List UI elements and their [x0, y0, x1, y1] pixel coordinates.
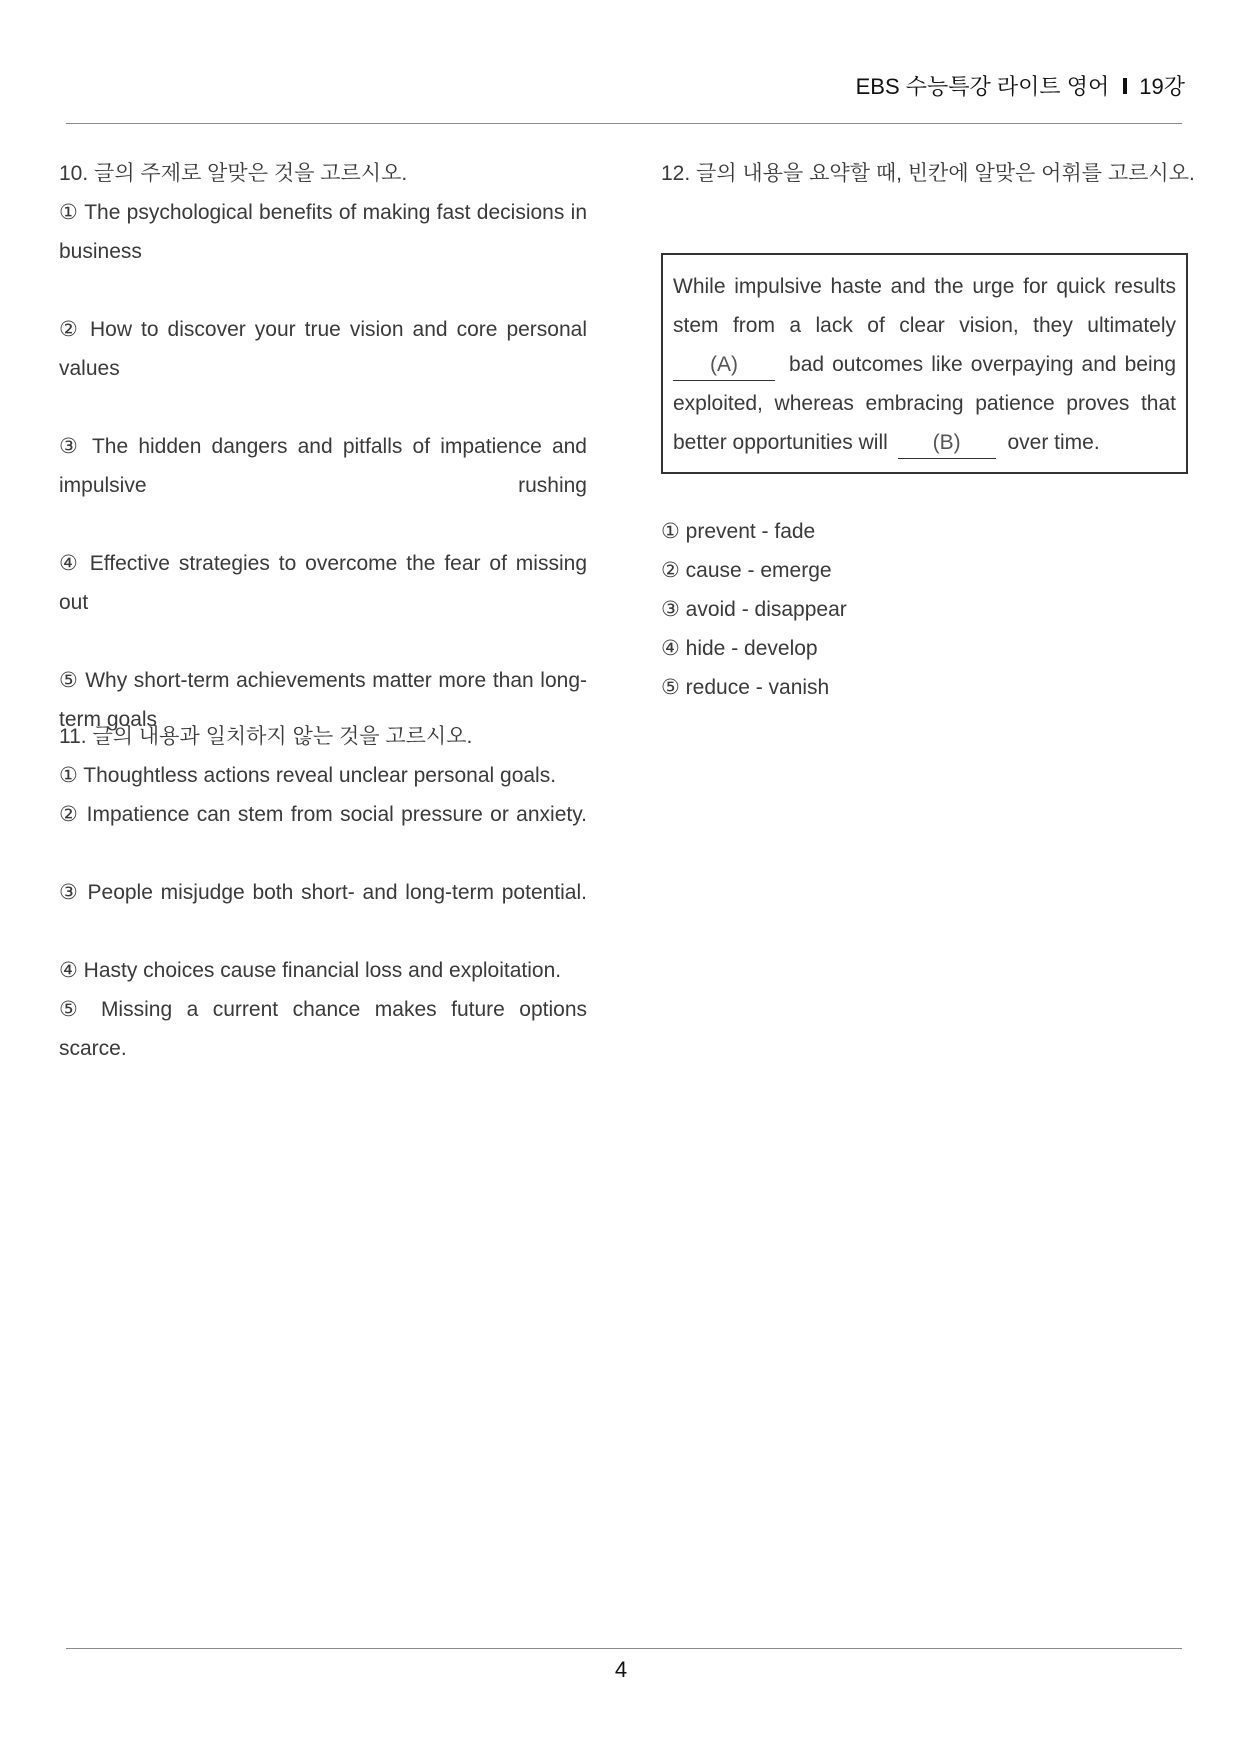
question-12-option-2: ② cause - emerge [661, 559, 832, 582]
question-11-option-4: ④ Hasty choices cause financial loss and exploitation. [59, 959, 562, 982]
question-12-option-1: ① prevent - fade [661, 520, 816, 543]
footer-divider [66, 1648, 1182, 1649]
summary-box [661, 253, 1188, 474]
question-12-option-3: ③ avoid - disappear [661, 598, 847, 621]
question-10 [59, 154, 587, 739]
question-11-title: 11. 글의 내용과 일치하지 않는 것을 고르시오. [59, 725, 473, 748]
question-11-option-3: ③ People misjudge both short- and long-term potential. [59, 881, 587, 904]
question-11-option-5: ⑤ Missing a current chance makes future options scarce. [59, 998, 587, 1060]
question-10-title: 10. 글의 주제로 알맞은 것을 고르시오. [59, 162, 408, 185]
summary-text-part-3: over time. [1007, 431, 1100, 454]
header-divider [66, 123, 1182, 124]
question-10-option-1: ① The psychological benefits of making fast decisions in business [59, 201, 587, 263]
summary-text-part-2: bad outcomes like overpaying and being exploited, whereas embracing patience proves that better opportunities will [673, 353, 1176, 454]
question-10-option-2: ② How to discover your true vision and core personal values [59, 318, 587, 380]
question-12-title: 12. 글의 내용을 요약할 때, 빈칸에 알맞은 어휘를 고르시오. [661, 162, 1195, 185]
blank-b: (B) [898, 428, 996, 459]
lesson-number: 19강 [1139, 74, 1185, 99]
question-12 [661, 154, 1195, 193]
header-separator [1123, 78, 1127, 94]
question-12-options [661, 512, 1189, 707]
question-11 [59, 717, 587, 1068]
question-12-option-4: ④ hide - develop [661, 637, 818, 660]
question-12-option-5: ⑤ reduce - vanish [661, 676, 830, 699]
question-10-option-3: ③ The hidden dangers and pitfalls of impatience and impulsive rushing [59, 435, 587, 497]
question-11-option-1: ① Thoughtless actions reveal unclear personal goals. [59, 764, 557, 787]
blank-a: (A) [673, 350, 775, 381]
page-number: 4 [614, 1657, 628, 1682]
question-10-option-5: ⑤ Why short-term achievements matter more than long-term goals [59, 669, 587, 731]
question-10-option-4: ④ Effective strategies to overcome the fear of missing out [59, 552, 587, 614]
header-title [856, 70, 1185, 101]
book-title: EBS 수능특강 라이트 영어 [855, 74, 1110, 99]
summary-text-part-1: While impulsive haste and the urge for quick results stem from a lack of clear vision, they ultimately [673, 275, 1176, 337]
question-11-option-2: ② Impatience can stem from social pressure or anxiety. [59, 803, 587, 826]
